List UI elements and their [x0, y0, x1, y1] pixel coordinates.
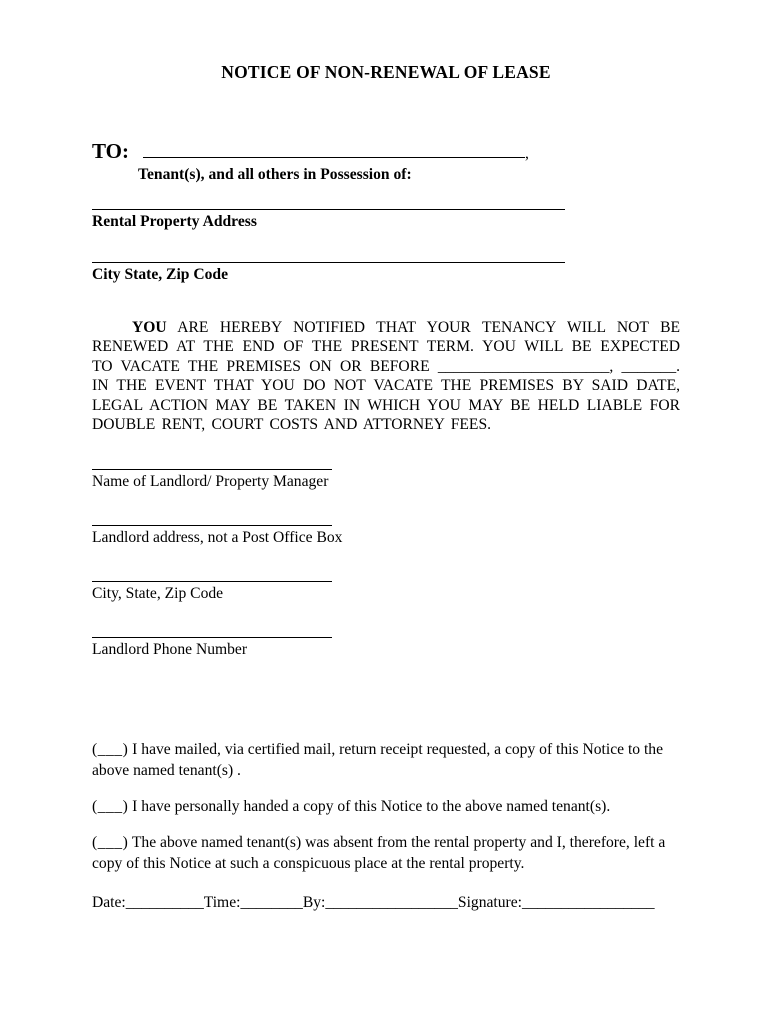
delivery-option-handed — [92, 796, 680, 817]
rental-property-address-blank-line[interactable] — [92, 196, 565, 210]
delivery-method-section — [92, 739, 680, 874]
delivery-option-posted — [92, 832, 680, 874]
tenant-sublabel: Tenant(s), and all others in Possession of: — [138, 166, 412, 183]
delivery-option-mailed — [92, 739, 680, 781]
notice-separator: , — [609, 357, 622, 375]
notice-text-before-date: ARE HEREBY NOTIFIED THAT YOUR TENANCY WILL NOT BE RENEWED AT THE END OF THE PRESENT TERM. YOU WILL BE EXPECTED TO VACATE THE PREMISES ON OR BEFORE — [92, 319, 680, 375]
execution-row — [92, 894, 680, 912]
date-label: Date: — [92, 894, 126, 912]
landlord-address-label: Landlord address, not a Post Office Box — [92, 529, 343, 547]
landlord-phone-label: Landlord Phone Number — [92, 641, 248, 659]
landlord-name-blank-line[interactable] — [92, 456, 332, 470]
posted-checkbox-blank[interactable]: (___) — [92, 834, 129, 852]
landlord-address-block — [92, 512, 680, 547]
landlord-phone-blank-line[interactable] — [92, 624, 332, 638]
document-title: NOTICE OF NON-RENEWAL OF LEASE — [221, 62, 551, 82]
rental-property-address-label: Rental Property Address — [92, 213, 257, 230]
delivery-option-mailed-text: I have mailed, via certified mail, return receipt requested, a copy of this Notice to the above named tenant(s) . — [92, 741, 664, 780]
landlord-phone-block — [92, 624, 680, 659]
handed-checkbox-blank[interactable]: (___) — [92, 798, 129, 816]
notice-lead-bold: YOU — [132, 319, 167, 336]
to-comma: , — [524, 145, 529, 162]
time-label: Time: — [203, 894, 241, 912]
city-state-zip-blank-line[interactable] — [92, 249, 565, 263]
landlord-city-state-zip-block — [92, 568, 680, 603]
signature-blank[interactable]: _________________ — [522, 894, 655, 912]
by-blank[interactable]: _________________ — [325, 894, 458, 912]
vacate-year-blank[interactable]: _______ — [621, 357, 677, 375]
mailed-checkbox-blank[interactable]: (___) — [92, 741, 129, 759]
signature-label: Signature: — [457, 894, 523, 912]
landlord-city-state-zip-label: City, State, Zip Code — [92, 585, 224, 603]
landlord-section — [92, 456, 680, 659]
landlord-city-state-zip-blank-line[interactable] — [92, 568, 332, 582]
notice-paragraph — [92, 318, 680, 434]
landlord-name-block — [92, 456, 680, 491]
delivery-option-handed-text: I have personally handed a copy of this Notice to the above named tenant(s). — [128, 798, 611, 816]
to-row — [92, 139, 680, 164]
to-label: TO: — [92, 139, 129, 163]
landlord-name-label: Name of Landlord/ Property Manager — [92, 473, 329, 491]
date-blank[interactable]: __________ — [125, 894, 204, 912]
delivery-option-posted-text: The above named tenant(s) was absent from the rental property and I, therefore, left a copy of this Notice at such a conspicuous place at the rental property. — [92, 834, 666, 873]
by-label: By: — [302, 894, 326, 912]
tenant-name-blank-line[interactable] — [143, 142, 525, 158]
notice-text-after-date: . IN THE EVENT THAT YOU DO NOT VACATE THE PREMISES BY SAID DATE, LEGAL ACTION MAY BE TAKEN IN WHICH YOU MAY BE HELD LIABLE FOR DOUBLE RENT, COURT COSTS AND ATTORNEY FEES. — [92, 357, 681, 434]
vacate-date-blank[interactable]: ______________________ — [437, 357, 610, 375]
landlord-address-blank-line[interactable] — [92, 512, 332, 526]
city-state-zip-label: City State, Zip Code — [92, 266, 229, 283]
time-blank[interactable]: ________ — [240, 894, 303, 912]
